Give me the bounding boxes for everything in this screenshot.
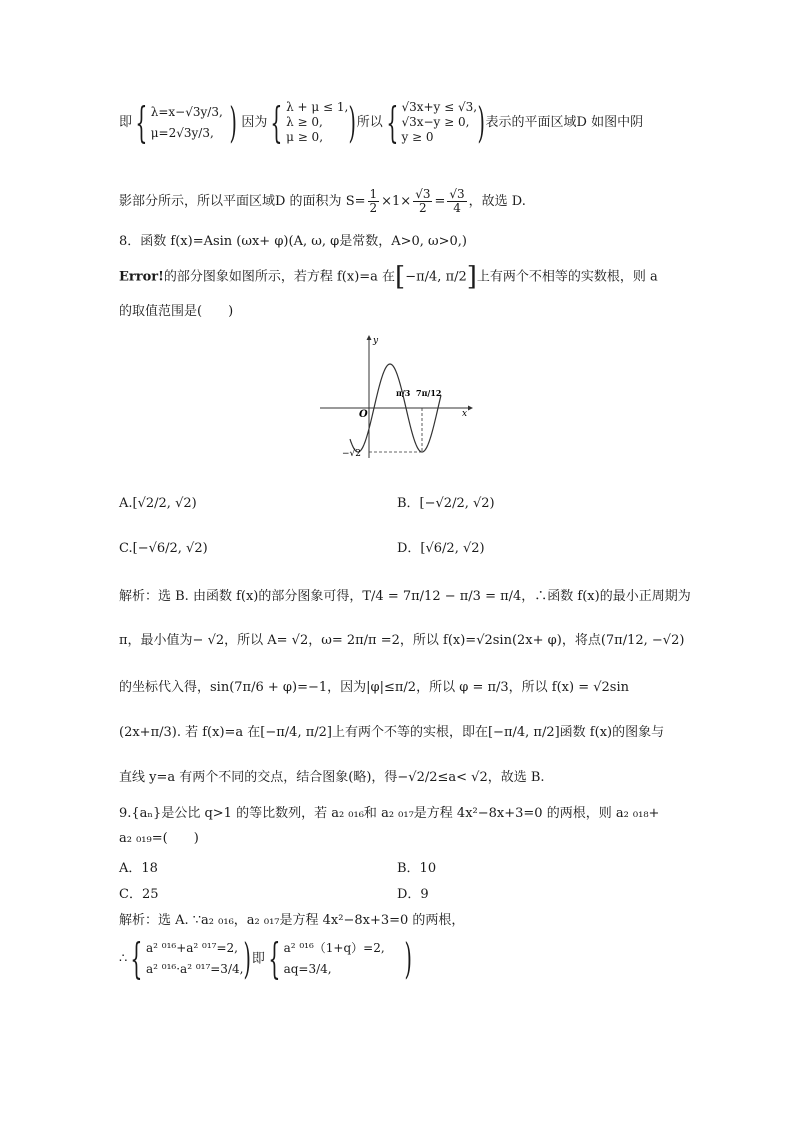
- frac-num: √3: [449, 187, 465, 201]
- x-axis-arrow: [468, 406, 473, 411]
- q8-line-3: 的取值范围是( ): [119, 304, 234, 319]
- q8-solution-2: π，最小值为− √2，所以 A= √2，ω= 2π/π =2，所以 f(x)=√2sin(2x+ φ)，将点(7π/12, −√2): [119, 633, 685, 648]
- system-region: [401, 100, 477, 145]
- frac-num: 1: [369, 187, 378, 201]
- q8-option-b[interactable]: B．[−√2/2, √2): [397, 496, 495, 511]
- origin-label: O: [359, 409, 368, 420]
- sys1-line-1: λ=x−√3y/3,: [150, 104, 223, 119]
- q8-line-1: 8．函数 f(x)=Asin (ωx+ φ)(A, ω, φ是常数，A>0, ω>0,): [119, 234, 467, 249]
- q9-line-1: 9.{aₙ}是公比 q>1 的等比数列，若 a₂ ₀₁₆和 a₂ ₀₁₇是方程 4x²−8x+3=0 的两根，则 a₂ ₀₁₈+: [119, 806, 660, 821]
- frac-num: √3: [415, 187, 431, 201]
- area-text-c: =: [434, 194, 446, 209]
- q8-option-d[interactable]: D．[√6/2, √2): [397, 541, 485, 556]
- q9-option-b[interactable]: B．10: [397, 861, 437, 876]
- y-axis-arrow: [367, 335, 372, 340]
- interval-right: π/2: [445, 269, 467, 285]
- right-bracket: ]: [466, 262, 477, 292]
- ymin-label: −√2: [342, 449, 362, 459]
- left-brace: {: [135, 97, 148, 147]
- q9-option-d[interactable]: D．9: [397, 887, 429, 902]
- area-line: [119, 188, 526, 215]
- q9-option-a[interactable]: A．18: [119, 861, 158, 876]
- sysA-line-1: a² ⁰¹⁶+a² ⁰¹⁷=2,: [146, 941, 238, 955]
- error-text: Error!: [119, 269, 164, 285]
- right-paren-q9a: ): [243, 934, 252, 983]
- area-text-b: ×1×: [381, 194, 412, 209]
- y-label: y: [373, 336, 379, 346]
- system-lambda-mu: [151, 105, 223, 141]
- tick-7pi-12: 7π/12: [416, 388, 442, 398]
- right-paren-3: ): [477, 97, 486, 147]
- left-brace-q9a: {: [130, 934, 143, 983]
- sys3-line-1: √3x+y ≤ √3,: [401, 100, 478, 114]
- left-brace-q9b: {: [268, 934, 281, 983]
- sys2-line-2: λ ≥ 0,: [286, 115, 323, 129]
- system-constraints: [286, 100, 348, 145]
- area-text-d: ，故选 D.: [468, 194, 526, 209]
- q9-system-a: [146, 941, 243, 977]
- q8-line-2: Error!的部分图象如图所示，若方程 f(x)=a 在[−π/4, π/2]上有两个不相等的实数根，则 a: [119, 262, 658, 292]
- text-ji: 即: [119, 115, 133, 130]
- sine-graph: [316, 332, 476, 462]
- sys1-line-2: μ=2√3y/3,: [150, 125, 214, 140]
- region-text: 表示的平面区域D 如图中阴: [485, 115, 644, 130]
- therefore-symbol: ∴: [119, 951, 128, 967]
- q8-text-a: 的部分图象如图所示，若方程 f(x)=a 在: [163, 269, 396, 285]
- q8-solution-1: 解析：选 B. 由函数 f(x)的部分图象可得，T/4 = 7π/12 − π/3 = π/4，∴函数 f(x)的最小正周期为: [119, 589, 691, 604]
- interval-left: −π/4: [405, 269, 438, 285]
- left-brace-2: {: [270, 97, 283, 147]
- area-text-a: 影部分所示，所以平面区域D 的面积为 S=: [119, 194, 366, 209]
- tick-pi-3: π/3: [396, 388, 411, 398]
- text-because: 因为: [241, 115, 268, 130]
- sysB-line-2: aq=3/4,: [283, 962, 332, 976]
- x-label: x: [462, 409, 468, 419]
- q9-solution-1: 解析：选 A. ∵a₂ ₀₁₆，a₂ ₀₁₇是方程 4x²−8x+3=0 的两根，: [119, 913, 465, 928]
- q8-option-c[interactable]: C.[−√6/2, √2): [119, 541, 208, 556]
- frac-den: 2: [369, 201, 378, 215]
- right-paren: ): [229, 97, 237, 147]
- q9-system-b: [284, 941, 404, 977]
- text-so: 所以: [356, 115, 383, 130]
- q8-solution-5: 直线 y=a 有两个不同的交点，结合图象(略)，得−√2/2≤a< √2，故选 B.: [119, 770, 545, 785]
- text-ie: 即: [251, 951, 265, 967]
- q8-solution-3: 的坐标代入得，sin(7π/6 + φ)=−1，因为|φ|≤π/2，所以 φ = π/3，所以 f(x) = √2sin: [119, 680, 629, 695]
- sys3-line-3: y ≥ 0: [401, 130, 434, 144]
- q9-line-2: a₂ ₀₁₉=( ): [119, 831, 199, 846]
- left-bracket: [: [395, 262, 406, 292]
- q9-option-c[interactable]: C．25: [119, 887, 159, 902]
- right-paren-q9b: ): [404, 934, 412, 983]
- q8-solution-4: (2x+π/3). 若 f(x)=a 在[−π/4, π/2]上有两个不等的实根，即在[−π/4, π/2]函数 f(x)的图象与: [119, 725, 665, 740]
- fraction-half: [368, 188, 380, 215]
- fraction-sqrt3-4: [447, 188, 466, 215]
- fraction-sqrt3-2: [413, 188, 432, 215]
- frac-den: 4: [453, 201, 461, 215]
- sys3-line-2: √3x−y ≥ 0,: [401, 115, 470, 129]
- sysA-line-2: a² ⁰¹⁶·a² ⁰¹⁷=3/4,: [146, 962, 244, 976]
- q9-system-line: [119, 934, 412, 983]
- left-brace-3: {: [386, 97, 399, 147]
- q8-text-b: 上有两个不相等的实数根，则 a: [476, 269, 658, 285]
- sys2-line-3: μ ≥ 0,: [286, 130, 324, 144]
- system-line: [119, 97, 644, 147]
- frac-den: 2: [419, 201, 427, 215]
- q8-option-a[interactable]: A.[√2/2, √2): [119, 496, 197, 511]
- sysB-line-1: a² ⁰¹⁶（1+q）=2,: [283, 941, 385, 955]
- sys2-line-1: λ + μ ≤ 1,: [286, 100, 349, 114]
- right-paren-2: ): [348, 97, 357, 147]
